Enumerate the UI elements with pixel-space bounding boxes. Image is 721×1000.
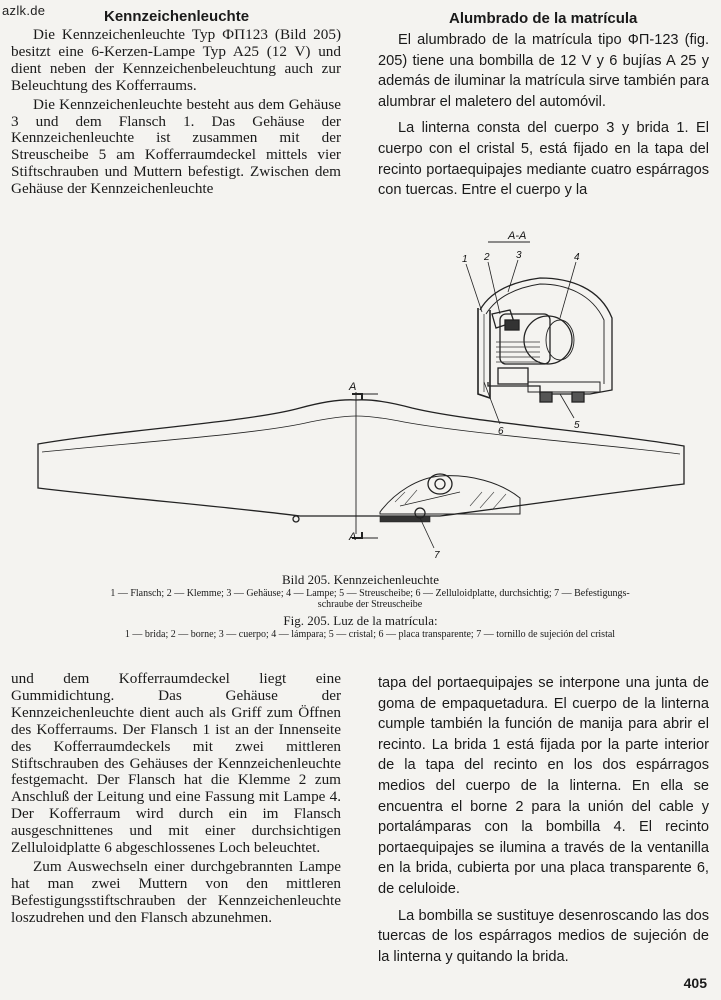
callout-5: 5: [574, 420, 580, 431]
section-label: A-A: [508, 230, 527, 242]
cut-label-bottom: A: [349, 531, 357, 543]
callout-2: 2: [484, 252, 490, 263]
es-heading: Alumbrado de la matrícula: [449, 10, 638, 27]
license-lamp-figure: [0, 222, 721, 570]
callout-6: 6: [498, 426, 504, 437]
callout-7: 7: [434, 550, 440, 561]
es-paragraph: La linterna consta del cuerpo 3 y brida 1. El cuerpo con el cristal 5, está fijado en la tapa del recinto portaequipajes mediante cuatro espárragos con tuercas. Entre el cuerpo y la: [378, 120, 709, 199]
de-paragraph: Die Kennzeichenleuchte Typ ФП123 (Bild 205) besitzt eine 6-Kerzen-Lampe Typ A25 (12 V) und dient neben der Kennzeichenbeleuchtung auch zur Beleuchtung des Kofferraums.: [11, 26, 341, 94]
de-paragraph: Zum Auswechseln einer durchgebrannten Lampe hat man zwei Muttern von den mittleren Befestigungsstiftschrauben der Kennzeichenleuchte loszudrehen und den Flansch abzunehmen.: [11, 857, 341, 926]
es-paragraph: tapa del portaequipajes se interpone una junta de goma de empaquetadura. El cuerpo de la linterna cumple también la función de manija para abrir el recinto. La brida 1 está fijada por la parte interior de la tapa del recinto en los dos espárragos medios del cuerpo de la linterna. En ella se encuentra el borne 2 para la unión del cable y portalámparas con la bombilla 4. El recinto portaequipajes se ilumina a través de la ventanilla en la brida, cubierta por una placa transparente 6, de celuloide.: [378, 675, 709, 897]
callout-4: 4: [574, 252, 580, 263]
es-text-top: [378, 30, 709, 201]
callout-3: 3: [516, 250, 522, 261]
caption-es: Fig. 205. Luz de la matrícula:: [283, 613, 438, 628]
callout-1: 1: [462, 254, 468, 265]
legend-de-line: 1 — Flansch; 2 — Klemme; 3 — Gehäuse; 4 — Lampe; 5 — Streuscheibe; 6 — Zelluloidplatte, durchsichtig; 7 — Befestigungs-: [110, 588, 630, 599]
es-paragraph: El alumbrado de la matrícula tipo ФП-123 (fig. 205) tiene una bombilla de 12 V y 6 bujías A 25 y además de iluminar la matrícula sirve también para alumbrar el maletero del automóvil.: [378, 32, 709, 110]
cut-label-top: A: [349, 381, 357, 393]
legend-de-line: schraube der Streuscheibe: [317, 599, 423, 610]
handle-outline: [38, 400, 684, 516]
de-text-top: [11, 27, 341, 198]
page-number: 405: [683, 975, 707, 991]
de-text-bottom: [11, 671, 341, 927]
es-paragraph: La bombilla se sustituye desenroscando las dos tuercas de los espárragos medios de sujeción de la linterna y quitando la brida.: [378, 907, 709, 965]
de-heading: Kennzeichenleuchte: [104, 8, 250, 25]
caption-de: Bild 205. Kennzeichenleuchte: [281, 572, 440, 587]
de-paragraph: und dem Kofferraumdeckel liegt eine Gummidichtung. Das Gehäuse der Kennzeichenleuchte dient auch als Griff zum Öffnen des Kofferraums. Der Flansch 1 ist an der Innenseite des Kofferraumdeckels mit zwei mittleren Stiftschrauben des Gehäuses der Kennzeichenleuchte festgemacht. Der Flansch hat die Klemme 2 zum Anschluß der Leitung und eine Fassung mit Lampe 4. Der Kofferraum wird durch ein im Flansch ausgeschnittenes und mit einer durchsichtigen Zelluloidplatte 6 abgeschlossenes Loch beleuchtet.: [11, 670, 341, 857]
legend-es: 1 — brida; 2 — borne; 3 — cuerpo; 4 — lámpara; 5 — cristal; 6 — placa transparente; 7 — tornillo de sujeción del cristal: [124, 629, 616, 640]
de-paragraph: Die Kennzeichenleuchte besteht aus dem Gehäuse 3 und dem Flansch 1. Das Gehäuse der Kennzeichenleuchte ist zusammen mit der Streuscheibe 5 am Kofferraumdeckel mittels vier Stiftschrauben und Muttern befestigt. Zwischen dem Gehäuse der Kennzeichenleuchte: [11, 95, 341, 198]
es-text-bottom: [378, 673, 709, 967]
legend-de: [40, 588, 700, 610]
watermark: azlk.de: [2, 3, 46, 18]
